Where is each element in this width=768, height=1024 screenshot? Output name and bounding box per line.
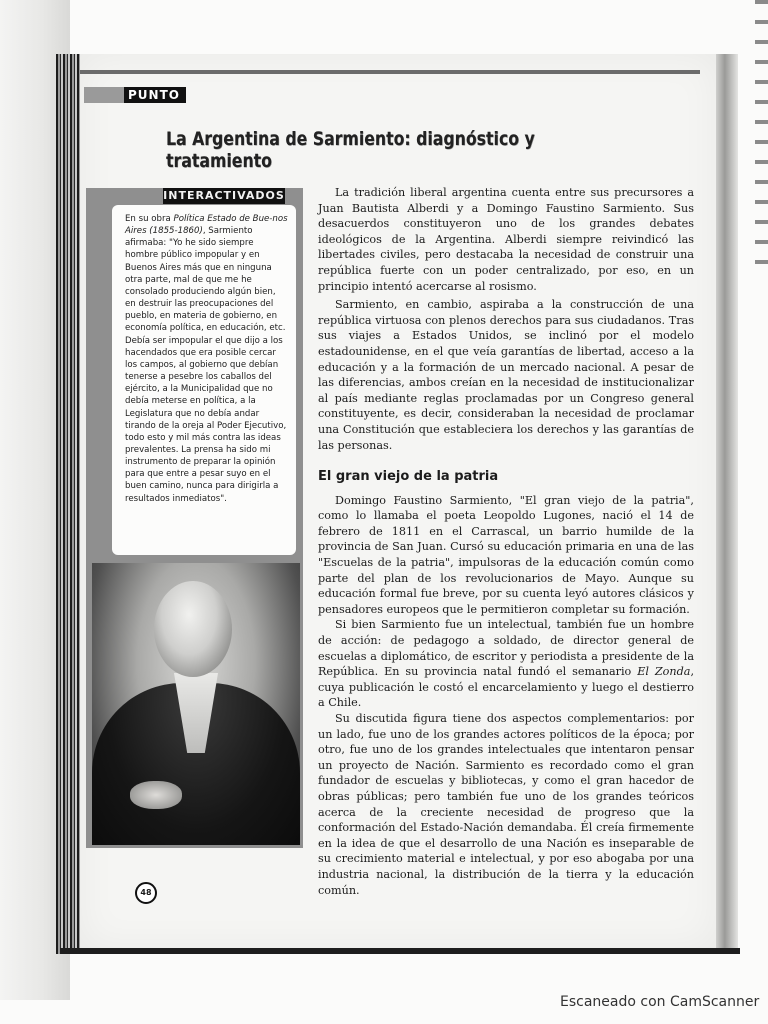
scanner-watermark: Escaneado con CamScanner <box>560 994 760 1010</box>
paragraph-4-emphasis: El Zonda <box>637 665 691 679</box>
paragraph-2: Sarmiento, en cambio, aspiraba a la construcción de una república virtuosa con plenos derechos para sus ciudadanos. Tras sus viajes a Estados Unidos, se inclinó por el modelo estadounidense, en el que veía garantías de libertad, acceso a la educación y a la formación de un mercado nacional. A pesar de las diferencias, ambos creían en la necesidad de institucionalizar al país mediante reglas proclamadas por un Congreso general constituyente, es decir, consideraban la necesidad de proclamar una Constitución que estableciera los derechos y las garantías de las personas. <box>318 298 694 452</box>
paragraph-4-text-b: , cuya publicación le costó el encarcelamiento y luego el destierro a Chile. <box>318 665 694 710</box>
quote-work-years: nos Aires (1855-1860) <box>125 214 288 237</box>
main-text-column <box>318 185 694 898</box>
page-right-edge <box>716 54 738 949</box>
quote-work-title: Política Estado de Bue- <box>173 214 273 224</box>
header-rule <box>80 70 700 74</box>
quote-text-body: , Sarmiento afirmaba: "Yo he sido siempre hombre público impopular y en Buenos Aires más que en ninguna otra parte, mal de que me he consolado produciendo algún bien, en destruir las preocupaciones del pueblo, en materia de gobierno, en economía política, en educación, etc. Debía ser impopular el que dijo a los hacendados que era posible cercar los campos, al gobierno que debían tenerse a pesebre los caballos del ejército, a la Municipalidad que no debía meterse en política, a la Legislatura que no debía andar tirando de la oreja al Poder Ejecutivo, todo esto y mil más contra las ideas prevalentes. La prensa ha sido mi instrumento de preparar la opinión para que entre a pesar suyo en el buen camino, nunca para dirigirla a resultados inmediatos". <box>125 226 287 504</box>
paragraph-5: Su discutida figura tiene dos aspectos complementarios: por un lado, fue uno de los grandes actores políticos de la época; por otro, fue uno de los grandes intelectuales que intentaron pensar un proyecto de Nación. Sarmiento es recordado como el gran fundador de escuelas y bibliotecas, y como el gran hacedor de obras públicas; pero también fue uno de los grandes teóricos acerca de la creciente necesidad de progreso que la conformación del Estado-Nación demandaba. Él creía firmemente en la idea de que el desarrollo de una Nación es inseparable de su crecimiento material e intelectual, y por eso abogaba por una industria nacional, la distribución de la tierra y la educación común. <box>318 712 694 897</box>
sidebar-label: INTERACTIVADOS <box>163 189 285 202</box>
paragraph-4-text-a: Si bien Sarmiento fue un intelectual, también fue un hombre de acción: de pedagogo a soldado, de director general de escuelas a diplomático, de escritor y periodista a presidente de la República. En su provincia natal fundó el semanario <box>318 618 694 679</box>
page-title: La Argentina de Sarmiento: diagnóstico y tratamiento <box>166 128 535 172</box>
paragraph-3: Domingo Faustino Sarmiento, "El gran viejo de la patria", como lo llamaba el poeta Leopoldo Lugones, nació el 14 de febrero de 1811 en el Carrascal, un barrio humilde de la provincia de San Juan. Cursó su educación primaria en una de las "Escuelas de la patria", impulsoras de la educación común como parte del plan de los revolucionarios de Mayo. Aunque su educación formal fue breve, por su cuenta leyó autores clásicos y pensadores europeos que le permitieron completar su formación. <box>318 493 694 616</box>
page-edge-shadow <box>755 0 768 280</box>
section-tag: PUNTO <box>84 87 186 103</box>
subtitle: El gran viejo de la patria <box>318 469 499 485</box>
page-bottom-edge <box>60 948 740 954</box>
quote-text-intro: En su obra <box>125 214 174 224</box>
paragraph-4 <box>318 617 694 711</box>
sarmiento-portrait <box>92 563 300 845</box>
page-number: 48 <box>135 882 157 904</box>
portrait-head <box>154 581 232 677</box>
paragraph-1: La tradición liberal argentina cuenta entre sus precursores a Juan Bautista Alberdi y a Domingo Faustino Sarmiento. Sus desacuerdos constituyeron uno de los grandes debates ideológicos de la Argentina. Alberdi siempre reivindicó las libertades civiles, pero destacaba la necesidad de construir una república fuerte con un poder centralizado, por eso, en un principio intentó acercarse al rosismo. <box>318 186 694 293</box>
portrait-hand <box>130 781 182 809</box>
book-binding <box>56 54 80 954</box>
sidebar-quote-box <box>112 205 296 555</box>
